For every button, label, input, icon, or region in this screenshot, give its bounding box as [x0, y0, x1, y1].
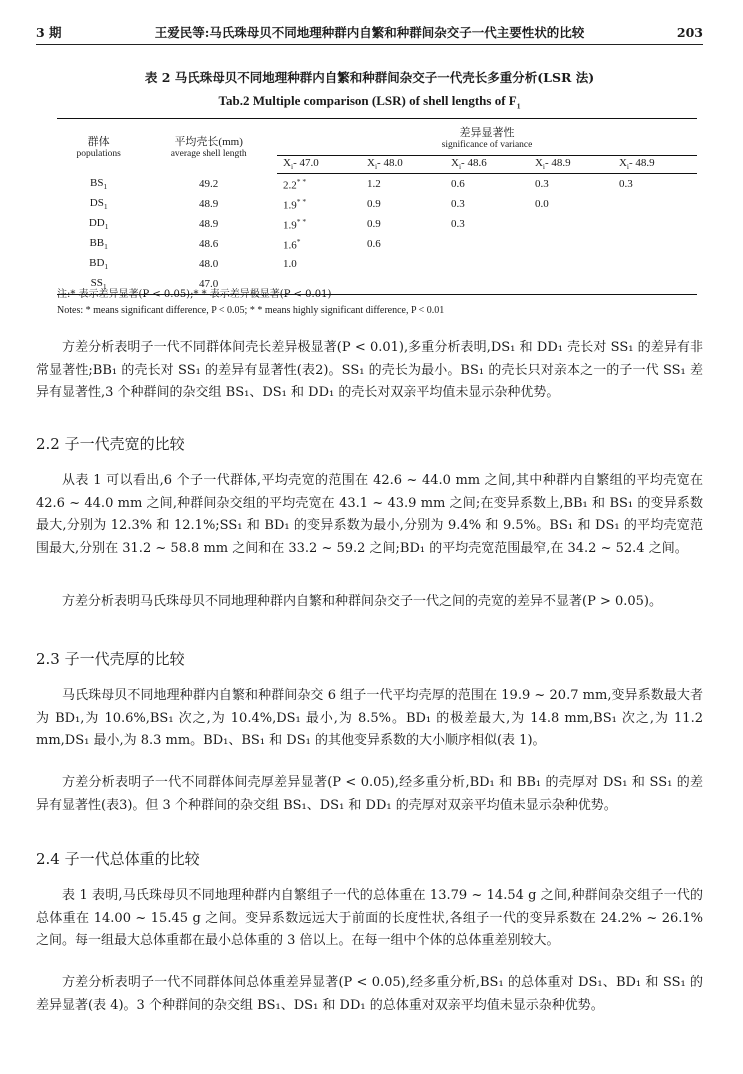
significance-mark: * *: [296, 196, 307, 206]
table-caption-cn: 表 2 马氏珠母贝不同地理种群内自繁和种群间杂交子一代壳长多重分析(LSR 法): [144, 70, 595, 85]
diff-cell: [613, 214, 697, 234]
diff-cell: [529, 214, 613, 234]
diff-cell: [445, 254, 529, 274]
diff-cell: [613, 194, 697, 214]
diff-cell: [613, 234, 697, 254]
paragraph-2: 从表 1 可以看出,6 个子一代群体,平均壳宽的范围在 42.6 ~ 44.0 mm 之间,其中种群内自繁组的平均壳宽在 42.6 ~ 44.0 mm 之间,种群间杂交组的平均壳宽在 43.1 ~ 43.9 mm 之间;在变异系数上,BB₁ 和 BS₁ 的变异系数最大,分别为 12.3% 和 12.1%;SS₁ 和 BD₁ 的变异系数为最小,分别为 9.4% 和 9.5%。BS₁ 和 DS₁ 的平均壳宽范围最大,分别在 31.2 ~ 58.8 mm 之间和在 33.2 ~ 59.2 之间;BD₁ 的平均壳宽范围最窄,在 34.2 ~ 52.4 之间。: [36, 473, 703, 556]
diff-cell: [529, 274, 613, 295]
significance-mark: * *: [296, 216, 307, 226]
paragraph-5: 方差分析表明子一代不同群体间壳厚差异显著(P < 0.05),经多重分析,BD₁ 和 BB₁ 的壳厚对 DS₁ 和 SS₁ 的差异有显著性(表3)。但 3 个种群间的杂交组 BS₁、DS₁ 和 DD₁ 的壳厚对双亲平均值未显示杂种优势。: [36, 775, 703, 813]
population-cell: $DD_1$: [88, 216, 109, 232]
mean-cell: 48.0: [199, 258, 219, 270]
running-header: [36, 22, 703, 42]
multiple-comparison-table: [57, 118, 697, 295]
diff-cell: [445, 274, 529, 295]
table-note-cn: 注:* 表示差异显著(P < 0.05);* * 表示差异极显著(P < 0.01): [57, 289, 332, 300]
significance-mark: *: [296, 236, 301, 246]
table-row: [57, 254, 697, 274]
paragraph-3: 方差分析表明马氏珠母贝不同地理种群内自繁和种群间杂交子一代之间的壳宽的差异不显著(P > 0.05)。: [62, 594, 662, 609]
diff-header-2: $X_i-$ 48.6: [445, 156, 529, 174]
table-note-en: Notes: * means significant difference, P < 0.05; * * means highly significant difference, P < 0.01: [57, 305, 445, 316]
diff-cell: [445, 234, 529, 254]
mean-cell: 48.6: [199, 238, 219, 250]
diff-cell: [361, 254, 445, 274]
issue-number: 3 期: [36, 25, 62, 40]
paragraph-7: 方差分析表明子一代不同群体间总体重差异显著(P < 0.05),经多重分析,BS₁ 的总体重对 DS₁、BD₁ 和 SS₁ 的差异显著(表 4)。3 个种群间的杂交组 BS₁、DS₁ 和 DD₁ 的总体重对双亲平均值未显示杂种优势。: [36, 975, 703, 1013]
diff-cell: 1.2: [367, 178, 381, 190]
mean-cell: 48.9: [199, 198, 219, 210]
population-cell: $BS_1$: [90, 176, 108, 191]
table-row: [57, 234, 697, 254]
section-heading-2-2: 2.2 子一代壳宽的比较: [36, 435, 185, 453]
diff-cell: 1.9* *: [283, 196, 307, 212]
diff-cell: 0.9: [367, 198, 381, 210]
diff-cell: 0.3: [618, 178, 633, 190]
diff-cell: [529, 254, 613, 274]
paragraph-4: 马氏珠母贝不同地理种群内自繁和种群间杂交 6 组子一代平均壳厚的范围在 19.9 ~ 20.7 mm,变异系数最大者为 BD₁,为 10.6%,BS₁ 次之,为 10.4%,DS₁ 最小,为 8.5%。BD₁ 的极差最大,为 14.8 mm,BS₁ 次之,为 11.2 mm,DS₁ 最小,为 8.3 mm。BD₁、BS₁ 和 DS₁ 的其他变异系数的大小顺序相似(表 1)。: [36, 688, 703, 748]
population-cell: $DS_1$: [89, 196, 108, 212]
diff-cell: 0.3: [450, 198, 465, 210]
table-row: [57, 194, 697, 214]
diff-cell: 0.9: [367, 218, 381, 230]
population-cell: $BD_1$: [89, 256, 109, 272]
diff-cell: 1.0: [283, 258, 297, 270]
mean-cell: 47.0: [140, 274, 277, 295]
section-heading-2-4: 2.4 子一代总体重的比较: [36, 850, 200, 868]
paragraph-1: 方差分析表明子一代不同群体间壳长差异极显著(P < 0.01),多重分析表明,DS₁ 和 DD₁ 壳长对 SS₁ 的差异有非常显著性;BB₁ 的壳长对 SS₁ 的差异有显著性(表2)。SS₁ 的壳长为最小。BS₁ 的壳长只对亲本之一的子一代 SS₁ 差异有显著性,3 个种群间的杂交组 BS₁、DS₁ 和 DD₁ 的壳长对双亲平均值未显示杂种优势。: [36, 340, 703, 400]
diff-header-1: $X_i-$ 48.0: [361, 156, 445, 174]
diff-cell: 2.2* *: [283, 176, 307, 192]
col-populations: 群体 populations: [57, 119, 140, 174]
table-caption-en: Tab.2 Multiple comparison (LSR) of shell lengths of $F_1$: [218, 93, 521, 111]
table-body: [57, 174, 697, 295]
diff-cell: 0.3: [534, 178, 549, 190]
running-title: 王爱民等:马氏珠母贝不同地理种群内自繁和种群间杂交子一代主要性状的比较: [154, 25, 585, 40]
diff-cell: [613, 274, 697, 295]
paragraph-6: 表 1 表明,马氏珠母贝不同地理种群内自繁组子一代的总体重在 13.79 ~ 14.54 g 之间,种群间杂交组子一代的总体重在 14.00 ~ 15.45 g 之间。变异系数远远大于前面的长度性状,各组子一代的变异系数在 24.2% ~ 26.1% 之间。每一组最大总体重都在最小总体重的 3 倍以上。在每一组中个体的总体重差别较大。: [36, 888, 703, 948]
mean-cell: 48.9: [199, 218, 219, 230]
diff-cell: 1.6*: [283, 236, 301, 252]
diff-cell: 0.6: [367, 238, 381, 250]
diff-cell: [613, 254, 697, 274]
diff-cell: 0.6: [450, 178, 465, 190]
col-significance: 差异显著性 significance of variance: [277, 119, 697, 156]
significance-mark: * *: [296, 176, 307, 186]
diff-header-0: $X_i-$ 47.0: [277, 156, 361, 174]
diff-cell: 0.3: [450, 218, 465, 230]
diff-cell: 1.9* *: [283, 216, 307, 232]
header-rule: [36, 44, 703, 45]
diff-header-4: $X_i-$ 48.9: [613, 156, 697, 174]
diff-cell: [529, 234, 613, 254]
section-heading-2-3: 2.3 子一代壳厚的比较: [36, 650, 185, 668]
page-number: 203: [676, 24, 703, 40]
table-row: [57, 174, 697, 195]
mean-cell: 49.2: [199, 177, 219, 190]
table-row: [57, 214, 697, 234]
col-average-shell-length: 平均壳长(mm) average shell length: [140, 119, 277, 174]
diff-header-3: $X_i-$ 48.9: [529, 156, 613, 174]
diff-cell: 0.0: [534, 198, 549, 210]
diff-cell: [361, 274, 445, 295]
population-cell: $BB_1$: [89, 236, 108, 252]
population-cell: $SS_1$: [57, 274, 140, 295]
